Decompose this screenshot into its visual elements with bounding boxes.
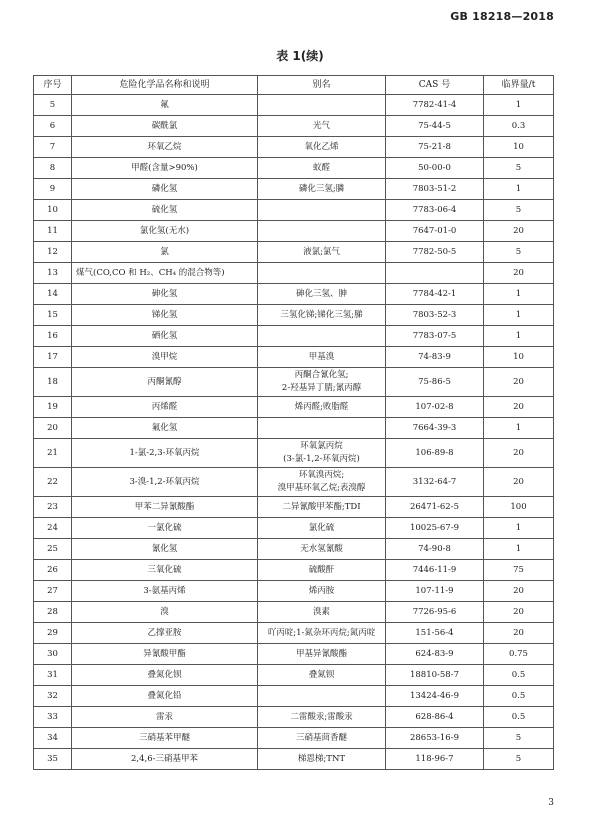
table-row <box>34 95 554 116</box>
row-number-cell: 24 <box>34 518 72 539</box>
table-header-row <box>34 76 554 95</box>
threshold-quantity-cell: 75 <box>484 560 554 581</box>
threshold-quantity-cell: 100 <box>484 497 554 518</box>
row-number-cell: 21 <box>34 439 72 468</box>
alias-cell <box>258 221 386 242</box>
alias-cell: 甲基溴 <box>258 347 386 368</box>
cas-number-cell: 18810-58-7 <box>386 665 484 686</box>
cas-number-cell: 7783-06-4 <box>386 200 484 221</box>
threshold-quantity-cell: 1 <box>484 518 554 539</box>
row-number-cell: 27 <box>34 581 72 602</box>
threshold-quantity-cell: 20 <box>484 623 554 644</box>
cas-number-cell: 28653-16-9 <box>386 728 484 749</box>
chemical-name-cell: 氰化氢 <box>72 539 258 560</box>
cas-number-cell: 7647-01-0 <box>386 221 484 242</box>
chemical-name-cell: 甲苯二异氰酸酯 <box>72 497 258 518</box>
chemical-name-cell: 丙酮氰醇 <box>72 368 258 397</box>
alias-cell: 蚁醛 <box>258 158 386 179</box>
row-number-cell: 25 <box>34 539 72 560</box>
alias-cell <box>258 200 386 221</box>
alias-cell: 环氧溴丙烷; 溴甲基环氧乙烷;表溴醇 <box>258 468 386 497</box>
threshold-quantity-cell: 5 <box>484 242 554 263</box>
alias-cell: 二异氰酸甲苯酯;TDI <box>258 497 386 518</box>
cas-number-cell: 7803-52-3 <box>386 305 484 326</box>
alias-cell: 二雷酸汞;雷酸汞 <box>258 707 386 728</box>
threshold-quantity-cell: 5 <box>484 158 554 179</box>
alias-cell: 砷化三氢、胂 <box>258 284 386 305</box>
chemical-name-cell: 甲醛(含量>90%) <box>72 158 258 179</box>
cas-number-cell: 7726-95-6 <box>386 602 484 623</box>
row-number-cell: 29 <box>34 623 72 644</box>
cas-number-cell: 75-44-5 <box>386 116 484 137</box>
table-row <box>34 539 554 560</box>
chemical-name-cell: 叠氮化铅 <box>72 686 258 707</box>
threshold-quantity-cell: 1 <box>484 284 554 305</box>
alias-cell: 光气 <box>258 116 386 137</box>
cas-number-cell: 151-56-4 <box>386 623 484 644</box>
chemical-name-cell: 氯化氢(无水) <box>72 221 258 242</box>
table-row <box>34 644 554 665</box>
cas-number-cell: 7664-39-3 <box>386 418 484 439</box>
table-row <box>34 602 554 623</box>
threshold-quantity-cell: 1 <box>484 418 554 439</box>
column-header-no: 序号 <box>34 76 72 95</box>
chemical-name-cell: 雷汞 <box>72 707 258 728</box>
chemical-name-cell: 三氧化硫 <box>72 560 258 581</box>
chemical-name-cell: 3-溴-1,2-环氧丙烷 <box>72 468 258 497</box>
chemical-name-cell: 氯 <box>72 242 258 263</box>
row-number-cell: 30 <box>34 644 72 665</box>
threshold-quantity-cell: 20 <box>484 439 554 468</box>
threshold-quantity-cell: 0.5 <box>484 686 554 707</box>
chemical-name-cell: 3-氨基丙烯 <box>72 581 258 602</box>
row-number-cell: 14 <box>34 284 72 305</box>
cas-number-cell: 3132-64-7 <box>386 468 484 497</box>
threshold-quantity-cell: 20 <box>484 221 554 242</box>
threshold-quantity-cell: 0.5 <box>484 665 554 686</box>
alias-cell: 硫酸酐 <box>258 560 386 581</box>
row-number-cell: 33 <box>34 707 72 728</box>
standard-code: GB 18218—2018 <box>450 10 554 23</box>
cas-number-cell: 7446-11-9 <box>386 560 484 581</box>
chemical-name-cell: 氟 <box>72 95 258 116</box>
table-row <box>34 707 554 728</box>
table-row <box>34 305 554 326</box>
table-row <box>34 158 554 179</box>
row-number-cell: 34 <box>34 728 72 749</box>
threshold-quantity-cell: 0.5 <box>484 707 554 728</box>
alias-cell: 三硝基茴香醚 <box>258 728 386 749</box>
column-header-name: 危险化学品名称和说明 <box>72 76 258 95</box>
cas-number-cell: 7784-42-1 <box>386 284 484 305</box>
row-number-cell: 18 <box>34 368 72 397</box>
cas-number-cell: 118-96-7 <box>386 749 484 770</box>
alias-cell <box>258 686 386 707</box>
row-number-cell: 15 <box>34 305 72 326</box>
chemical-name-cell: 三硝基苯甲醚 <box>72 728 258 749</box>
threshold-quantity-cell: 20 <box>484 581 554 602</box>
cas-number-cell: 74-90-8 <box>386 539 484 560</box>
row-number-cell: 32 <box>34 686 72 707</box>
chemical-name-cell: 砷化氢 <box>72 284 258 305</box>
threshold-quantity-cell: 0.75 <box>484 644 554 665</box>
table-row <box>34 497 554 518</box>
chemical-name-cell: 1-氯-2,3-环氧丙烷 <box>72 439 258 468</box>
threshold-quantity-cell: 5 <box>484 200 554 221</box>
cas-number-cell: 75-21-8 <box>386 137 484 158</box>
row-number-cell: 19 <box>34 397 72 418</box>
threshold-quantity-cell: 20 <box>484 468 554 497</box>
table-row <box>34 439 554 468</box>
chemical-name-cell: 氟化氢 <box>72 418 258 439</box>
cas-number-cell: 7783-07-5 <box>386 326 484 347</box>
table-row <box>34 665 554 686</box>
threshold-quantity-cell: 1 <box>484 326 554 347</box>
row-number-cell: 11 <box>34 221 72 242</box>
cas-number-cell: 628-86-4 <box>386 707 484 728</box>
row-number-cell: 22 <box>34 468 72 497</box>
table-row <box>34 728 554 749</box>
chemical-name-cell: 叠氮化钡 <box>72 665 258 686</box>
threshold-quantity-cell: 1 <box>484 95 554 116</box>
cas-number-cell: 50-00-0 <box>386 158 484 179</box>
alias-cell: 丙酮合氰化氢; 2-羟基异丁腈;氰丙醇 <box>258 368 386 397</box>
threshold-quantity-cell: 1 <box>484 179 554 200</box>
chemical-name-cell: 硒化氢 <box>72 326 258 347</box>
table-row <box>34 242 554 263</box>
alias-cell <box>258 418 386 439</box>
table-row <box>34 418 554 439</box>
row-number-cell: 10 <box>34 200 72 221</box>
chemical-name-cell: 溴甲烷 <box>72 347 258 368</box>
alias-cell: 烯丙胺 <box>258 581 386 602</box>
threshold-quantity-cell: 5 <box>484 749 554 770</box>
cas-number-cell: 107-11-9 <box>386 581 484 602</box>
chemical-name-cell: 碳酰氯 <box>72 116 258 137</box>
alias-cell <box>258 263 386 284</box>
row-number-cell: 9 <box>34 179 72 200</box>
row-number-cell: 13 <box>34 263 72 284</box>
cas-number-cell: 10025-67-9 <box>386 518 484 539</box>
row-number-cell: 5 <box>34 95 72 116</box>
table-row <box>34 326 554 347</box>
threshold-quantity-cell: 0.3 <box>484 116 554 137</box>
table-row <box>34 116 554 137</box>
table-row <box>34 468 554 497</box>
threshold-quantity-cell: 10 <box>484 347 554 368</box>
cas-number-cell: 106-89-8 <box>386 439 484 468</box>
cas-number-cell <box>386 263 484 284</box>
alias-cell: 环氧氯丙烷 (3-氯-1,2-环氧丙烷) <box>258 439 386 468</box>
chemical-name-cell: 丙烯醛 <box>72 397 258 418</box>
alias-cell: 叠氮钡 <box>258 665 386 686</box>
threshold-quantity-cell: 20 <box>484 368 554 397</box>
chemical-name-cell: 乙撑亚胺 <box>72 623 258 644</box>
chemical-name-cell: 环氧乙烷 <box>72 137 258 158</box>
page-number: 3 <box>548 798 554 808</box>
alias-cell: 甲基异氰酸酯 <box>258 644 386 665</box>
table-row <box>34 397 554 418</box>
alias-cell <box>258 326 386 347</box>
row-number-cell: 28 <box>34 602 72 623</box>
alias-cell: 吖丙啶;1-氮杂环丙烷;氮丙啶 <box>258 623 386 644</box>
column-header-threshold: 临界量/t <box>484 76 554 95</box>
chemical-name-cell: 硫化氢 <box>72 200 258 221</box>
alias-cell: 氧化乙烯 <box>258 137 386 158</box>
table-row <box>34 686 554 707</box>
cas-number-cell: 7782-50-5 <box>386 242 484 263</box>
alias-cell: 三氢化锑;锑化三氢;䏲 <box>258 305 386 326</box>
row-number-cell: 20 <box>34 418 72 439</box>
threshold-quantity-cell: 1 <box>484 305 554 326</box>
cas-number-cell: 7782-41-4 <box>386 95 484 116</box>
cas-number-cell: 75-86-5 <box>386 368 484 397</box>
row-number-cell: 23 <box>34 497 72 518</box>
hazardous-chemicals-table <box>33 75 554 770</box>
alias-cell: 液氯;氯气 <box>258 242 386 263</box>
table-row <box>34 749 554 770</box>
cas-number-cell: 26471-62-5 <box>386 497 484 518</box>
alias-cell: 无水氢氰酸 <box>258 539 386 560</box>
table-row <box>34 581 554 602</box>
table-row <box>34 518 554 539</box>
alias-cell: 烯丙醛;败脂醛 <box>258 397 386 418</box>
chemical-name-cell: 锑化氢 <box>72 305 258 326</box>
table-row <box>34 221 554 242</box>
alias-cell <box>258 95 386 116</box>
table-row <box>34 347 554 368</box>
threshold-quantity-cell: 5 <box>484 728 554 749</box>
row-number-cell: 31 <box>34 665 72 686</box>
table-row <box>34 179 554 200</box>
table-row <box>34 623 554 644</box>
row-number-cell: 26 <box>34 560 72 581</box>
table-title: 表 1(续) <box>276 49 324 63</box>
chemical-name-cell: 煤气(CO,CO 和 H₂、CH₄ 的混合物等) <box>72 263 258 284</box>
threshold-quantity-cell: 20 <box>484 397 554 418</box>
row-number-cell: 12 <box>34 242 72 263</box>
row-number-cell: 6 <box>34 116 72 137</box>
column-header-alias: 别名 <box>258 76 386 95</box>
alias-cell: 溴素 <box>258 602 386 623</box>
row-number-cell: 16 <box>34 326 72 347</box>
table-row <box>34 263 554 284</box>
row-number-cell: 35 <box>34 749 72 770</box>
cas-number-cell: 107-02-8 <box>386 397 484 418</box>
table-body <box>34 95 554 770</box>
column-header-cas: CAS 号 <box>386 76 484 95</box>
table-row <box>34 368 554 397</box>
chemical-name-cell: 磷化氢 <box>72 179 258 200</box>
cas-number-cell: 7803-51-2 <box>386 179 484 200</box>
cas-number-cell: 74-83-9 <box>386 347 484 368</box>
table-row <box>34 284 554 305</box>
chemical-name-cell: 2,4,6-三硝基甲苯 <box>72 749 258 770</box>
row-number-cell: 8 <box>34 158 72 179</box>
alias-cell: 梯恩梯;TNT <box>258 749 386 770</box>
alias-cell: 磷化三氢;膦 <box>258 179 386 200</box>
table-row <box>34 137 554 158</box>
threshold-quantity-cell: 20 <box>484 602 554 623</box>
threshold-quantity-cell: 10 <box>484 137 554 158</box>
cas-number-cell: 13424-46-9 <box>386 686 484 707</box>
threshold-quantity-cell: 20 <box>484 263 554 284</box>
row-number-cell: 7 <box>34 137 72 158</box>
cas-number-cell: 624-83-9 <box>386 644 484 665</box>
table-row <box>34 200 554 221</box>
table-row <box>34 560 554 581</box>
chemical-name-cell: 异氰酸甲酯 <box>72 644 258 665</box>
row-number-cell: 17 <box>34 347 72 368</box>
chemical-name-cell: 一氯化硫 <box>72 518 258 539</box>
chemical-name-cell: 溴 <box>72 602 258 623</box>
alias-cell: 氯化硫 <box>258 518 386 539</box>
threshold-quantity-cell: 1 <box>484 539 554 560</box>
